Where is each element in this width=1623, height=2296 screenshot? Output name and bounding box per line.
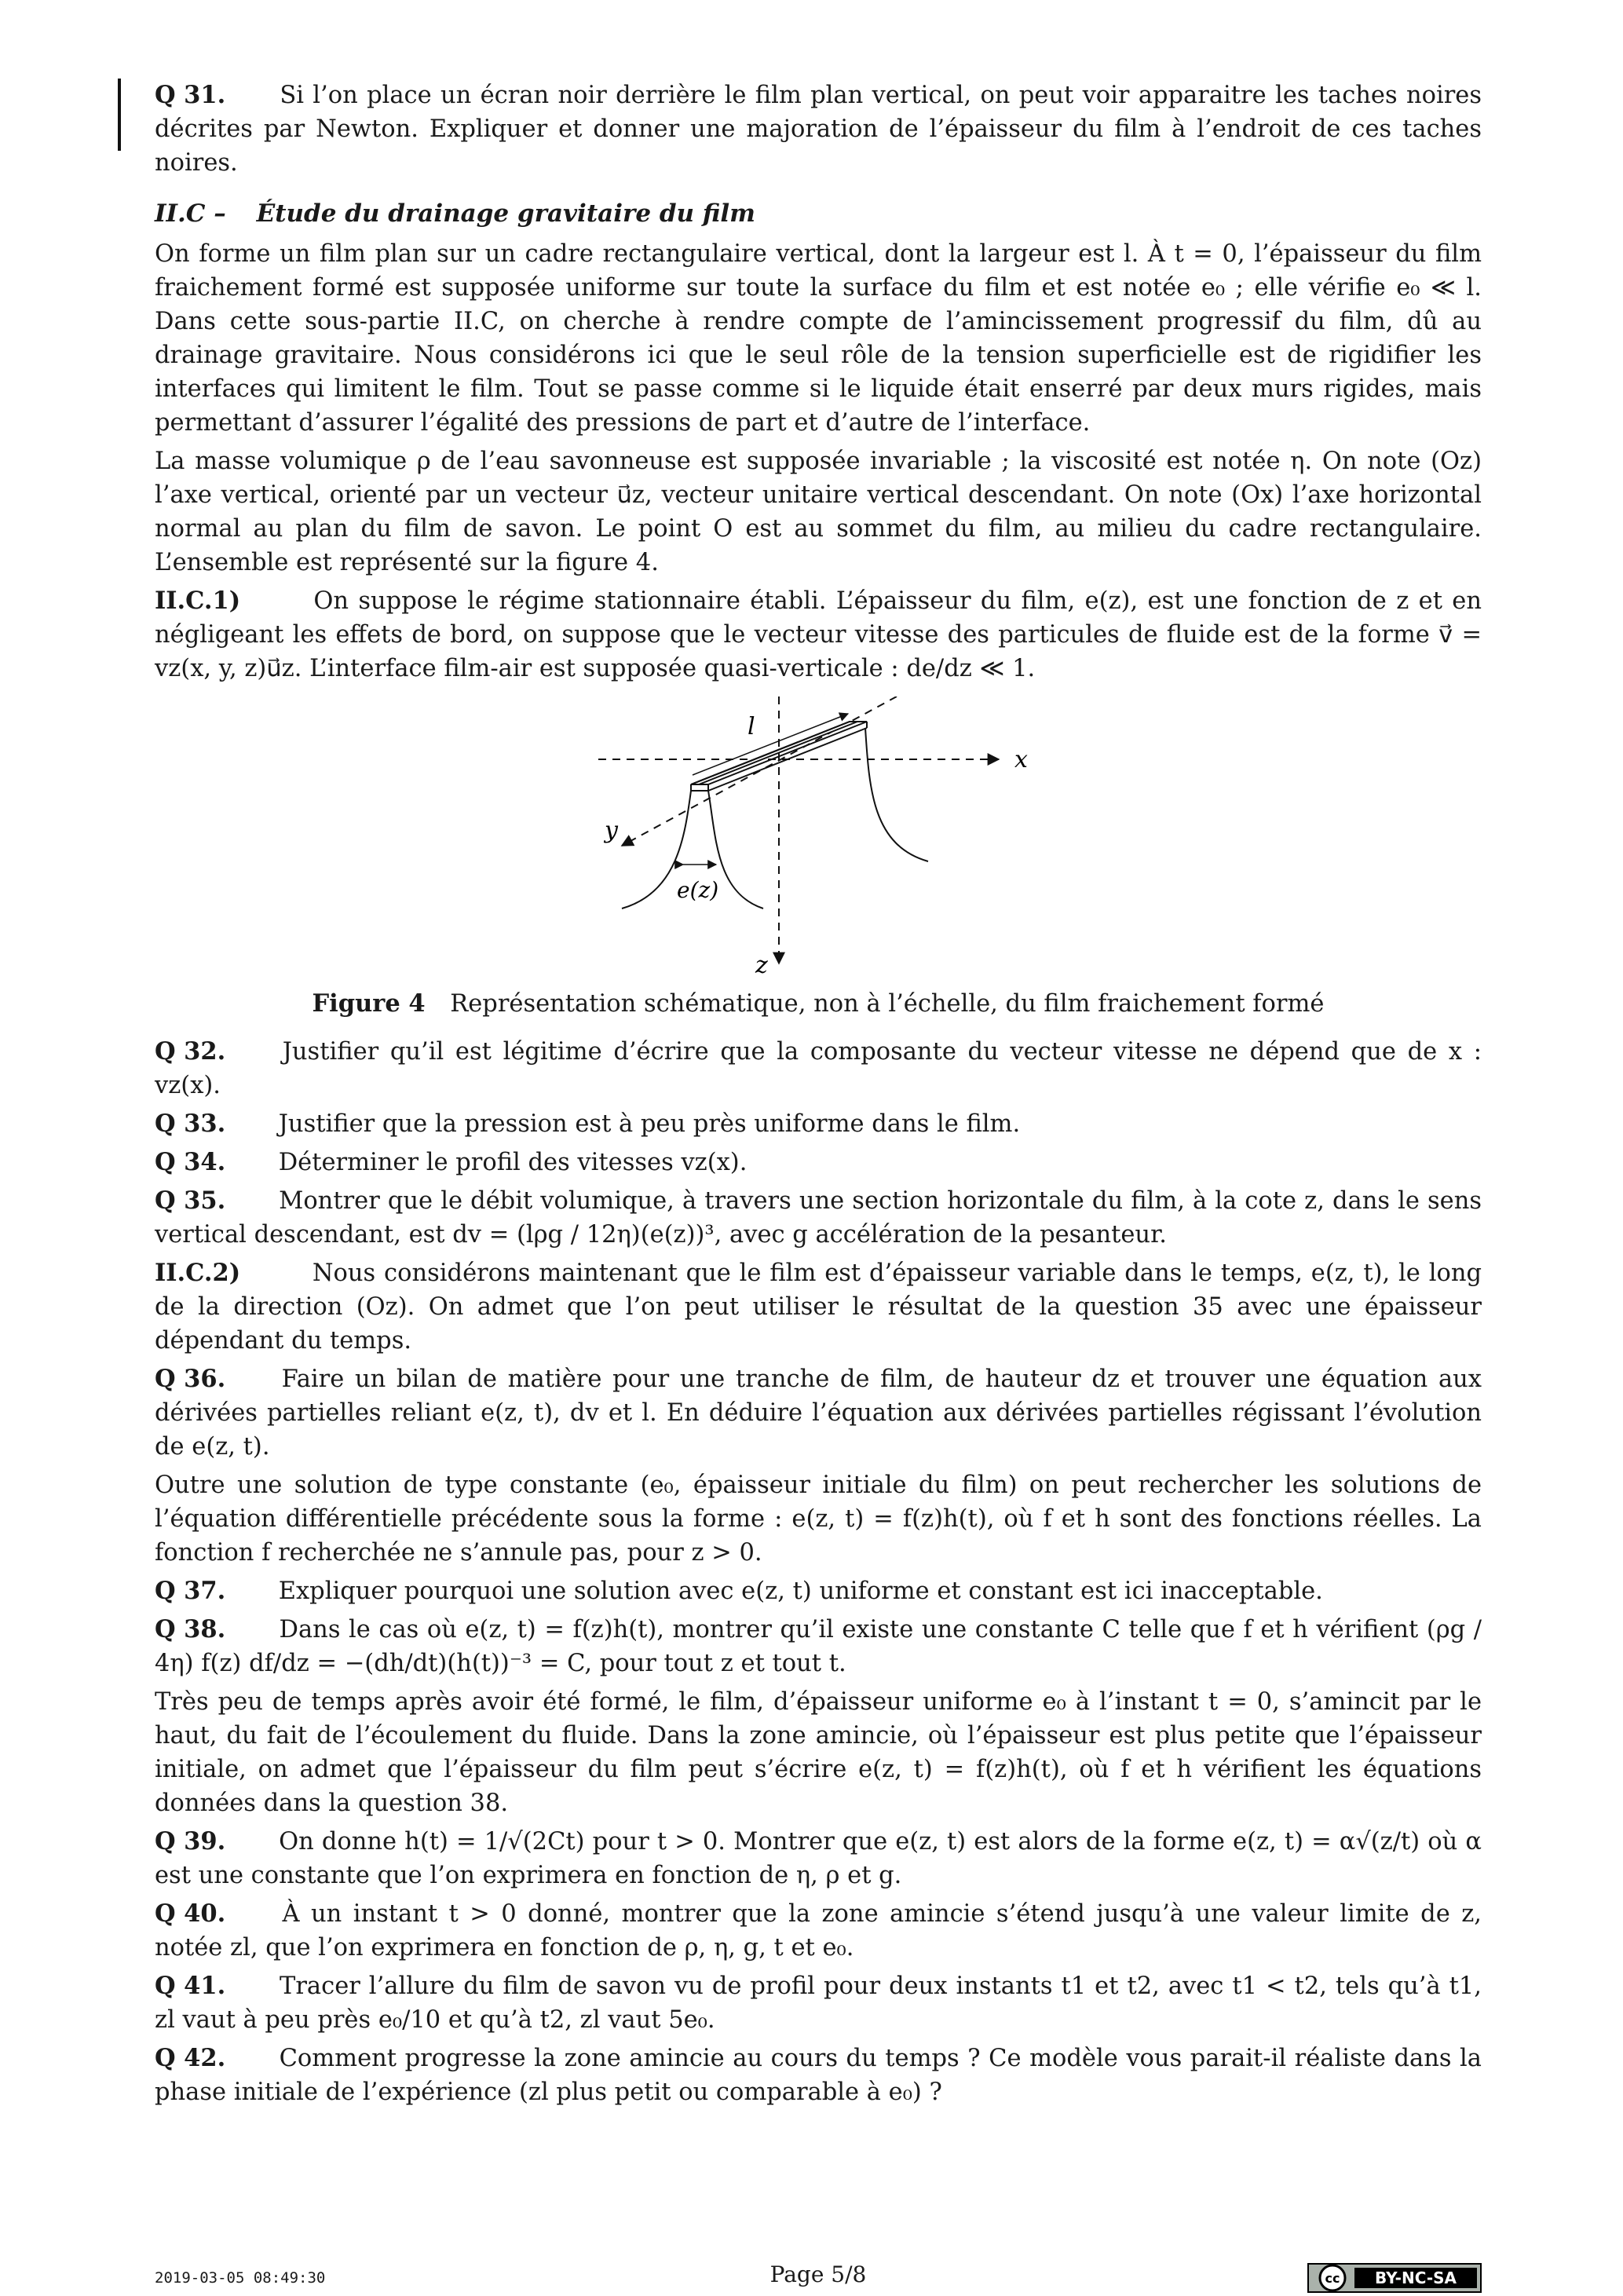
question-label: Q 40. bbox=[155, 1899, 226, 1928]
question-41 bbox=[155, 1969, 1482, 2037]
question-33 bbox=[155, 1107, 1482, 1141]
width-label: l bbox=[748, 713, 755, 740]
intro-paragraph-1: On forme un film plan sur un cadre rectangulaire vertical, dont la largeur est l. À t = 0, l’épaisseur du film fraichement formé est supposée uniforme sur toute la surface du film et est notée e₀ ; elle vérifie e₀ ≪ l. Dans cette sous-partie II.C, on cherche à rendre compte de l’amincissement progressif du film, dû au drainage gravitaire. Nous considérons ici que le seul rôle de la tension superficielle est de rigidifier les interfaces qui limitent le film. Tout se passe comme si le liquide était enserré par deux murs rigides, mais permettant d’assurer l’égalité des pressions de part et d’autre de l’interface. bbox=[155, 240, 1482, 437]
question-text: Faire un bilan de matière pour une tranche de film, de hauteur dz et trouver une équation aux dérivées partielles reliant e(z, t), dv et l. En déduire l’équation aux dérivées partielles régissant l’évolution de e(z, t). bbox=[155, 1366, 1482, 1461]
question-42 bbox=[155, 2042, 1482, 2109]
question-label: Q 41. bbox=[155, 1972, 226, 2000]
question-label: Q 38. bbox=[155, 1615, 226, 1643]
question-label: Q 32. bbox=[155, 1037, 226, 1066]
figure-caption-text: Représentation schématique, non à l’échelle, du film fraichement formé bbox=[450, 990, 1325, 1018]
x-axis-label: x bbox=[1014, 746, 1028, 773]
section-heading bbox=[155, 197, 1482, 231]
question-34 bbox=[155, 1146, 1482, 1179]
thickness-label: e(z) bbox=[677, 877, 719, 903]
question-text: Déterminer le profil des vitesses vz(x). bbox=[278, 1149, 748, 1176]
license-badge bbox=[1307, 2263, 1482, 2293]
question-text: Dans le cas où e(z, t) = f(z)h(t), montrer qu’il existe une constante C telle que f et h vérifient (ρg / 4η) f(z) df/dz = −(dh/dt)(h(t))⁻³ = C, pour tout z et tout t. bbox=[155, 1616, 1482, 1677]
question-text: À un instant t > 0 donné, montrer que la zone amincie s’étend jusqu’à une valeur limite de z, notée zl, que l’on exprimera en fonction de ρ, η, g, t et e₀. bbox=[155, 1900, 1482, 1961]
figure-4 bbox=[155, 696, 1482, 979]
license-text: BY-NC-SA bbox=[1374, 2269, 1457, 2287]
subsection-iic1 bbox=[155, 584, 1482, 686]
figure-caption bbox=[155, 987, 1482, 1021]
z-axis-label: z bbox=[755, 952, 768, 979]
subsection-text: On suppose le régime stationnaire établi. L’épaisseur du film, e(z), est une fonction de z et en négligeant les effets de bord, on suppose que le vecteur vitesse des particules de fluide est de la forme v⃗ = vz(x, y, z)u⃗z. L’interface film-air est supposée quasi-verticale : de/dz ≪ 1. bbox=[155, 587, 1482, 682]
question-36 bbox=[155, 1362, 1482, 1464]
license-cc-text: cc bbox=[1325, 2271, 1340, 2286]
question-text: Justifier qu’il est légitime d’écrire que la composante du vecteur vitesse ne dépend que de x : vz(x). bbox=[155, 1038, 1482, 1099]
question-label: Q 31. bbox=[155, 81, 226, 109]
question-label: Q 35. bbox=[155, 1186, 226, 1215]
question-label: Q 39. bbox=[155, 1827, 226, 1855]
question-text: Comment progresse la zone amincie au cours du temps ? Ce modèle vous parait-il réaliste dans la phase initiale de l’expérience (zl plus petit ou comparable à e₀) ? bbox=[155, 2045, 1482, 2106]
film-profile-back bbox=[865, 728, 928, 861]
question-text: On donne h(t) = 1/√(2Ct) pour t > 0. Montrer que e(z, t) est alors de la forme e(z, t) = α√(z/t) où α est une constante que l’on exprimera en fonction de η, ρ et g. bbox=[155, 1828, 1482, 1889]
intro-paragraph-2: La masse volumique ρ de l’eau savonneuse est supposée invariable ; la viscosité est notée η. On note (Oz) l’axe vertical, orienté par un vecteur u⃗z, vecteur unitaire vertical descendant. On note (Ox) l’axe horizontal normal au plan du film de savon. Le point O est au sommet du film, au milieu du cadre rectangulaire. L’ensemble est représenté sur la figure 4. bbox=[155, 448, 1482, 576]
question-text: Tracer l’allure du film de savon vu de profil pour deux instants t1 et t2, avec t1 < t2, tels qu’à t1, zl vaut à peu près e₀/10 et qu’à t2, zl vaut 5e₀. bbox=[155, 1972, 1482, 2034]
section-number: II.C – bbox=[155, 199, 226, 228]
subsection-label: II.C.1) bbox=[155, 587, 241, 615]
question-text: Justifier que la pression est à peu près uniforme dans le film. bbox=[278, 1110, 1021, 1138]
question-label: Q 36. bbox=[155, 1365, 226, 1393]
page-footer bbox=[155, 2261, 1482, 2293]
subsection-label: II.C.2) bbox=[155, 1259, 241, 1287]
film-diagram bbox=[598, 696, 1038, 979]
page-number: Page 5/8 bbox=[769, 2261, 867, 2287]
paragraph-after-36: Outre une solution de type constante (e₀, épaisseur initiale du film) on peut rechercher les solutions de l’équation différentielle précédente sous la forme : e(z, t) = f(z)h(t), où f et h sont des fonctions réelles. La fonction f recherchée ne s’annule pas, pour z > 0. bbox=[155, 1472, 1482, 1567]
figure-label: Figure 4 bbox=[312, 989, 426, 1018]
question-38 bbox=[155, 1613, 1482, 1680]
y-axis-label: y bbox=[605, 817, 618, 844]
question-text: Si l’on place un écran noir derrière le film plan vertical, on peut voir apparaitre les taches noires décrites par Newton. Expliquer et donner une majoration de l’épaisseur du film à l’endroit de ces taches noires. bbox=[155, 82, 1482, 177]
question-label: Q 34. bbox=[155, 1148, 226, 1176]
question-text: Montrer que le débit volumique, à travers une section horizontale du film, à la cote z, dans le sens vertical descendant, est dv = (lρg / 12η)(e(z))³, avec g accélération de la pesanteur. bbox=[155, 1187, 1482, 1249]
question-label: Q 37. bbox=[155, 1577, 226, 1605]
question-39 bbox=[155, 1825, 1482, 1892]
section-title: Étude du drainage gravitaire du film bbox=[256, 199, 755, 228]
question-31 bbox=[155, 79, 1482, 180]
subsection-text: Nous considérons maintenant que le film est d’épaisseur variable dans le temps, e(z, t), le long de la direction (Oz). On admet que l’on peut utiliser le résultat de la question 35 avec une épaisseur dépendant du temps. bbox=[155, 1260, 1482, 1355]
page-content bbox=[155, 79, 1482, 2114]
footer-date: 2019-03-05 08:49:30 bbox=[155, 2269, 326, 2287]
question-40 bbox=[155, 1897, 1482, 1965]
question-35 bbox=[155, 1184, 1482, 1252]
question-37 bbox=[155, 1574, 1482, 1608]
question-label: Q 42. bbox=[155, 2044, 226, 2072]
subsection-iic2 bbox=[155, 1256, 1482, 1358]
change-bar bbox=[118, 79, 121, 151]
paragraph-after-38: Très peu de temps après avoir été formé, le film, d’épaisseur uniforme e₀ à l’instant t = 0, s’amincit par le haut, du fait de l’écoulement du fluide. Dans la zone amincie, où l’épaisseur est plus petite que l’épaisseur initiale, on admet que l’épaisseur du film peut s’écrire e(z, t) = f(z)h(t), où f et h vérifient les équations données dans la question 38. bbox=[155, 1688, 1482, 1817]
question-text: Expliquer pourquoi une solution avec e(z, t) uniforme et constant est ici inacceptable. bbox=[278, 1578, 1323, 1605]
question-32 bbox=[155, 1035, 1482, 1102]
question-label: Q 33. bbox=[155, 1110, 226, 1138]
